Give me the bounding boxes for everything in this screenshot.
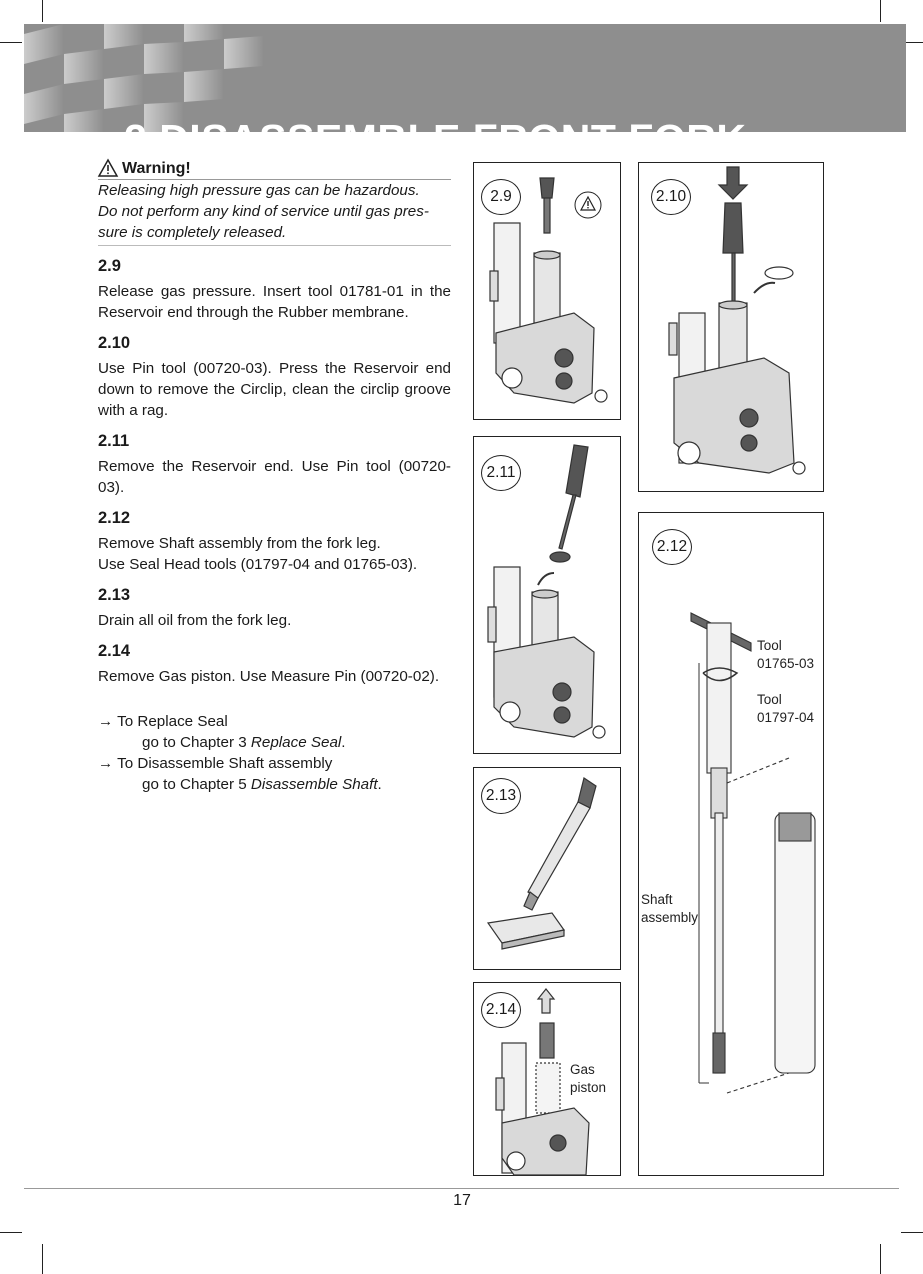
figure-label: 2.13 bbox=[481, 778, 521, 814]
step-text: Remove Shaft assembly from the fork leg. bbox=[98, 535, 381, 552]
step-text: Release gas pressure. Insert tool 01781-01 in the Reservoir end through the Rubber membrane. bbox=[98, 283, 451, 321]
warning-line: Do not perform any kind of service until gas pres- bbox=[98, 203, 429, 220]
step-number: 2.13 bbox=[98, 586, 131, 604]
warning-line: Releasing high pressure gas can be hazardous. bbox=[98, 182, 420, 199]
link-chapter-title: Disassemble Shaft bbox=[250, 776, 378, 793]
figure-2-14 bbox=[473, 982, 621, 1176]
crop-mark bbox=[880, 1244, 881, 1274]
step-number: 2.9 bbox=[98, 257, 121, 275]
step-text: Remove the Reservoir end. Use Pin tool (00720-03). bbox=[98, 458, 451, 496]
link-suffix: . bbox=[341, 734, 346, 751]
callout-line: 01765-03 bbox=[757, 656, 815, 671]
crop-mark bbox=[42, 0, 43, 22]
callout-line: Shaft bbox=[641, 892, 673, 907]
warning-line: sure is completely released. bbox=[98, 224, 287, 241]
crop-mark bbox=[880, 0, 881, 22]
footer-divider bbox=[24, 1188, 899, 1189]
step-number: 2.10 bbox=[98, 334, 131, 352]
figure-label: 2.10 bbox=[651, 179, 691, 215]
figure-label: 2.11 bbox=[481, 455, 521, 491]
callout-line: assembly bbox=[641, 910, 699, 925]
warning-title: Warning! bbox=[122, 159, 191, 177]
figure-2-11 bbox=[473, 436, 621, 754]
link-prefix: go to Chapter 5 bbox=[142, 776, 251, 793]
callout-line: Tool bbox=[757, 692, 782, 707]
step-number: 2.12 bbox=[98, 509, 131, 527]
warning-triangle-icon bbox=[98, 159, 118, 177]
crop-mark bbox=[0, 1232, 22, 1233]
step-text: Use Pin tool (00720-03). Press the Reservoir end down to remove the Circlip, clean the circlip groove with a rag. bbox=[98, 360, 451, 419]
callout-line: 01797-04 bbox=[757, 710, 815, 725]
crop-mark bbox=[42, 1244, 43, 1274]
figure-label: 2.14 bbox=[481, 992, 521, 1028]
callout-line: piston bbox=[570, 1080, 607, 1095]
figure-label: 2.12 bbox=[652, 529, 692, 565]
link-disassemble-shaft[interactable]: → To Disassemble Shaft assembly bbox=[98, 755, 333, 772]
link-replace-seal-target[interactable] bbox=[98, 732, 451, 753]
step-number: 2.11 bbox=[98, 432, 130, 450]
step-text: Remove Gas piston. Use Measure Pin (00720-02). bbox=[98, 668, 440, 685]
warning-text bbox=[98, 179, 451, 246]
link-chapter-title: Replace Seal bbox=[250, 734, 342, 751]
tool-01765-callout bbox=[757, 637, 814, 673]
instructions-column bbox=[98, 158, 451, 795]
link-replace-seal[interactable]: → To Replace Seal bbox=[98, 713, 228, 730]
link-suffix: . bbox=[377, 776, 382, 793]
warning-circle-icon bbox=[573, 191, 603, 219]
crop-mark bbox=[0, 42, 22, 43]
callout-line: Gas bbox=[570, 1062, 595, 1077]
figure-2-9 bbox=[473, 162, 621, 420]
figure-2-13 bbox=[473, 767, 621, 970]
step-text: Drain all oil from the fork leg. bbox=[98, 612, 292, 629]
link-prefix: go to Chapter 3 bbox=[142, 734, 251, 751]
figure-2-10 bbox=[638, 162, 824, 492]
page-title: 2 DISASSEMBLE FRONT FORK bbox=[124, 116, 747, 162]
header-banner bbox=[24, 24, 906, 162]
step-text: Use Seal Head tools (01797-04 and 01765-03). bbox=[98, 556, 418, 573]
figure-2-12 bbox=[638, 512, 824, 1176]
figure-label: 2.9 bbox=[481, 179, 521, 215]
gas-piston-callout bbox=[570, 1061, 606, 1097]
link-disassemble-shaft-target[interactable] bbox=[98, 774, 451, 795]
shaft-assembly-callout bbox=[641, 891, 698, 927]
warning-heading bbox=[98, 158, 451, 178]
page-number: 17 bbox=[453, 1192, 471, 1209]
crop-mark bbox=[901, 1232, 923, 1233]
cross-references bbox=[98, 711, 451, 795]
tool-01797-callout bbox=[757, 691, 814, 727]
shaft-removal-illustration bbox=[639, 513, 823, 1175]
step-number: 2.14 bbox=[98, 642, 131, 660]
callout-line: Tool bbox=[757, 638, 782, 653]
